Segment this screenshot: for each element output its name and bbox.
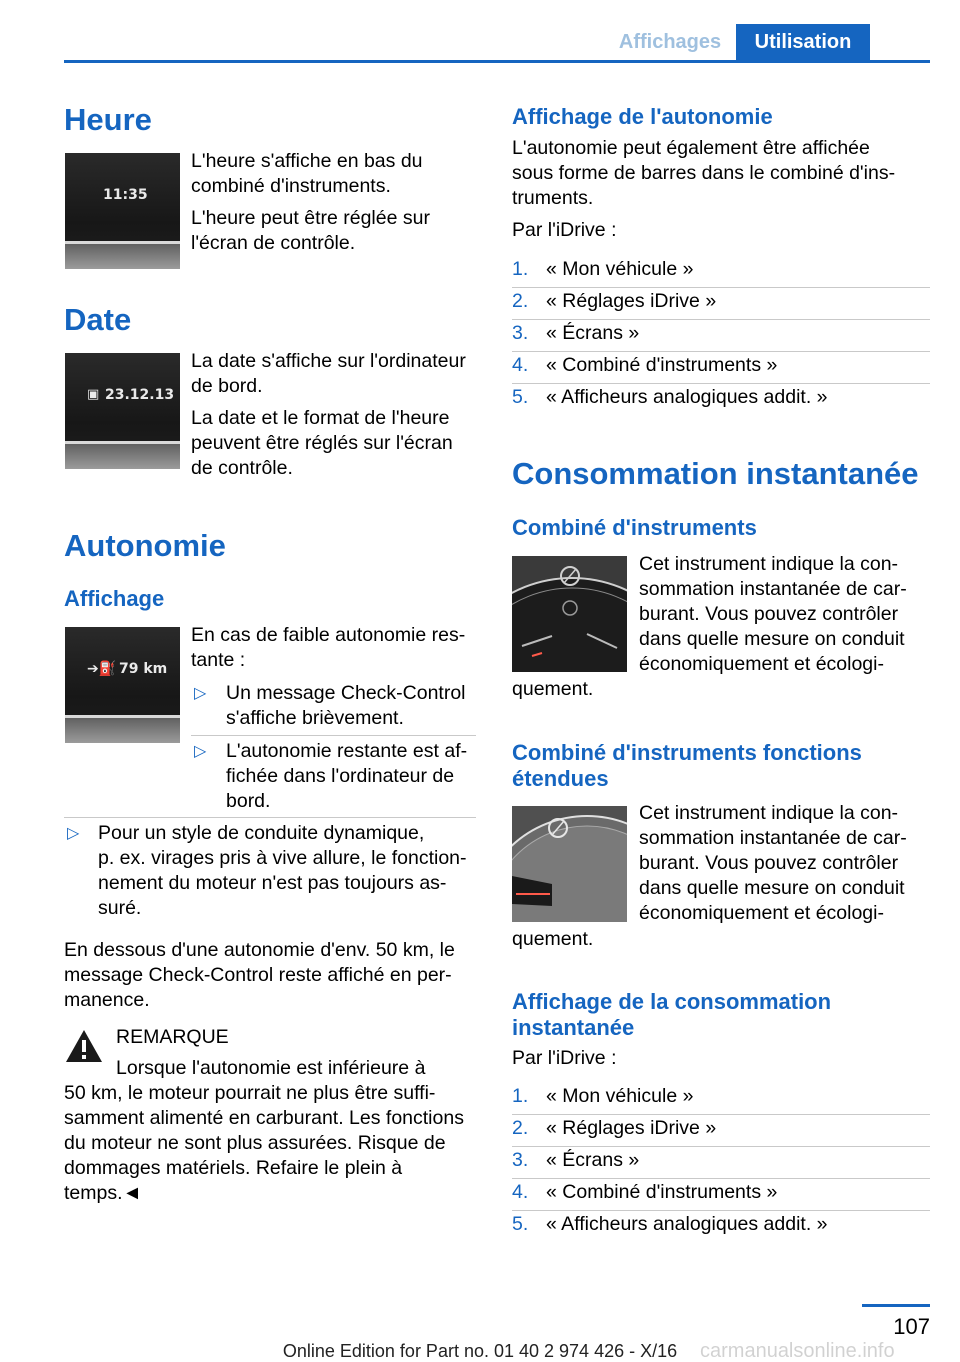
clock-display-image bbox=[65, 153, 180, 269]
gauge-image bbox=[512, 556, 627, 672]
footer-rule bbox=[862, 1304, 930, 1307]
date-paragraph-1: La date s'affiche sur l'ordinateur de bord. bbox=[191, 350, 466, 397]
header-tab-section: Affichages bbox=[618, 31, 722, 53]
list-item: « Combiné d'instruments » bbox=[546, 1181, 778, 1203]
note-title: REMARQUE bbox=[116, 1026, 229, 1048]
subheading-combine-etendu: Combiné d'instruments fonctions étendues bbox=[512, 740, 862, 791]
page-header bbox=[0, 24, 960, 62]
note-line-1: Lorsque l'autonomie est inférieure à bbox=[116, 1057, 426, 1079]
gauge-extended-image bbox=[512, 806, 627, 922]
list-item: « Écrans » bbox=[546, 322, 640, 344]
clock-display-value: 11:35 bbox=[103, 187, 148, 203]
bullet-triangle-icon: ▷ bbox=[194, 685, 207, 702]
bullet-triangle-icon: ▷ bbox=[67, 825, 80, 842]
heading-heure: Heure bbox=[64, 102, 152, 137]
calendar-icon: ▣ bbox=[87, 387, 100, 402]
range-display-image bbox=[65, 627, 180, 743]
list-item: « Réglages iDrive » bbox=[546, 1117, 717, 1139]
list-item: L'autonomie restante est af- fichée dans l'ordinateur de bord. bbox=[226, 740, 468, 812]
bullet-triangle-icon: ▷ bbox=[194, 743, 207, 760]
subheading-affichage-consommation: Affichage de la consommation instantanée bbox=[512, 989, 832, 1040]
page-number: 107 bbox=[893, 1314, 930, 1339]
watermark: carmanualsonline.info bbox=[700, 1340, 895, 1362]
date-display-value: 23.12.13 bbox=[105, 387, 175, 403]
heading-date: Date bbox=[64, 302, 132, 337]
edition-footer: Online Edition for Part no. 01 40 2 974 426 - X/16 bbox=[282, 1341, 678, 1361]
combine-paragraph-tail: quement. bbox=[512, 678, 594, 700]
fuel-pump-icon: ➔⛽ bbox=[87, 661, 117, 677]
list-item: « Afficheurs analogiques addit. » bbox=[546, 1213, 828, 1235]
header-rule bbox=[64, 60, 930, 63]
list-item: « Mon véhicule » bbox=[546, 258, 694, 280]
autonomie-paragraph: En dessous d'une autonomie d'env. 50 km, le message Check-Control reste affiché en per- manence. bbox=[64, 939, 455, 1011]
idrive-label-2: Par l'iDrive : bbox=[512, 1047, 617, 1069]
list-item: Pour un style de conduite dynamique, p. ex. virages pris à vive allure, le fonction- nement du moteur n'est pas toujours as- suré. bbox=[98, 822, 467, 919]
affichage-autonomie-paragraph: L'autonomie peut également être affichée sous forme de barres dans le combiné d'ins- truments. bbox=[512, 137, 896, 209]
heading-consommation: Consommation instantanée bbox=[512, 456, 919, 491]
subheading-combine: Combiné d'instruments bbox=[512, 515, 757, 540]
list-item: « Afficheurs analogiques addit. » bbox=[546, 386, 828, 408]
date-display-image bbox=[65, 353, 180, 469]
autonomie-intro: En cas de faible autonomie res- tante : bbox=[191, 624, 466, 671]
combine-etendu-paragraph: Cet instrument indique la con- sommation instantanée de car- burant. Vous pouvez contrôler dans quelle mesure on conduit économiquement et écologi- bbox=[639, 802, 907, 924]
heading-affichage-autonomie: Affichage de l'autonomie bbox=[512, 104, 773, 129]
heading-autonomie: Autonomie bbox=[64, 528, 226, 563]
range-display-value: 79 km bbox=[119, 661, 168, 677]
note-body: 50 km, le moteur pourrait ne plus être suffi- samment alimenté en carburant. Les fonctions du moteur ne sont plus assurées. Risque de dommages matériels. Refaire le plein à temps.◄ bbox=[64, 1082, 464, 1204]
list-item: « Combiné d'instruments » bbox=[546, 354, 778, 376]
idrive-label: Par l'iDrive : bbox=[512, 219, 617, 241]
heure-paragraph-1: L'heure s'affiche en bas du combiné d'instruments. bbox=[191, 150, 423, 197]
warning-icon bbox=[64, 1028, 104, 1064]
list-item: « Réglages iDrive » bbox=[546, 290, 717, 312]
subheading-affichage: Affichage bbox=[64, 586, 165, 611]
list-item: « Écrans » bbox=[546, 1149, 640, 1171]
heure-paragraph-2: L'heure peut être réglée sur l'écran de contrôle. bbox=[191, 207, 430, 254]
combine-paragraph: Cet instrument indique la con- sommation instantanée de car- burant. Vous pouvez contrôler dans quelle mesure on conduit économiquement et écologi- bbox=[639, 553, 907, 675]
combine-etendu-paragraph-tail: quement. bbox=[512, 928, 594, 950]
list-item: Un message Check-Control s'affiche brièvement. bbox=[226, 682, 466, 729]
header-tab-chapter: Utilisation bbox=[736, 24, 870, 60]
list-item: « Mon véhicule » bbox=[546, 1085, 694, 1107]
date-paragraph-2: La date et le format de l'heure peuvent être réglés sur l'écran de contrôle. bbox=[191, 407, 453, 479]
